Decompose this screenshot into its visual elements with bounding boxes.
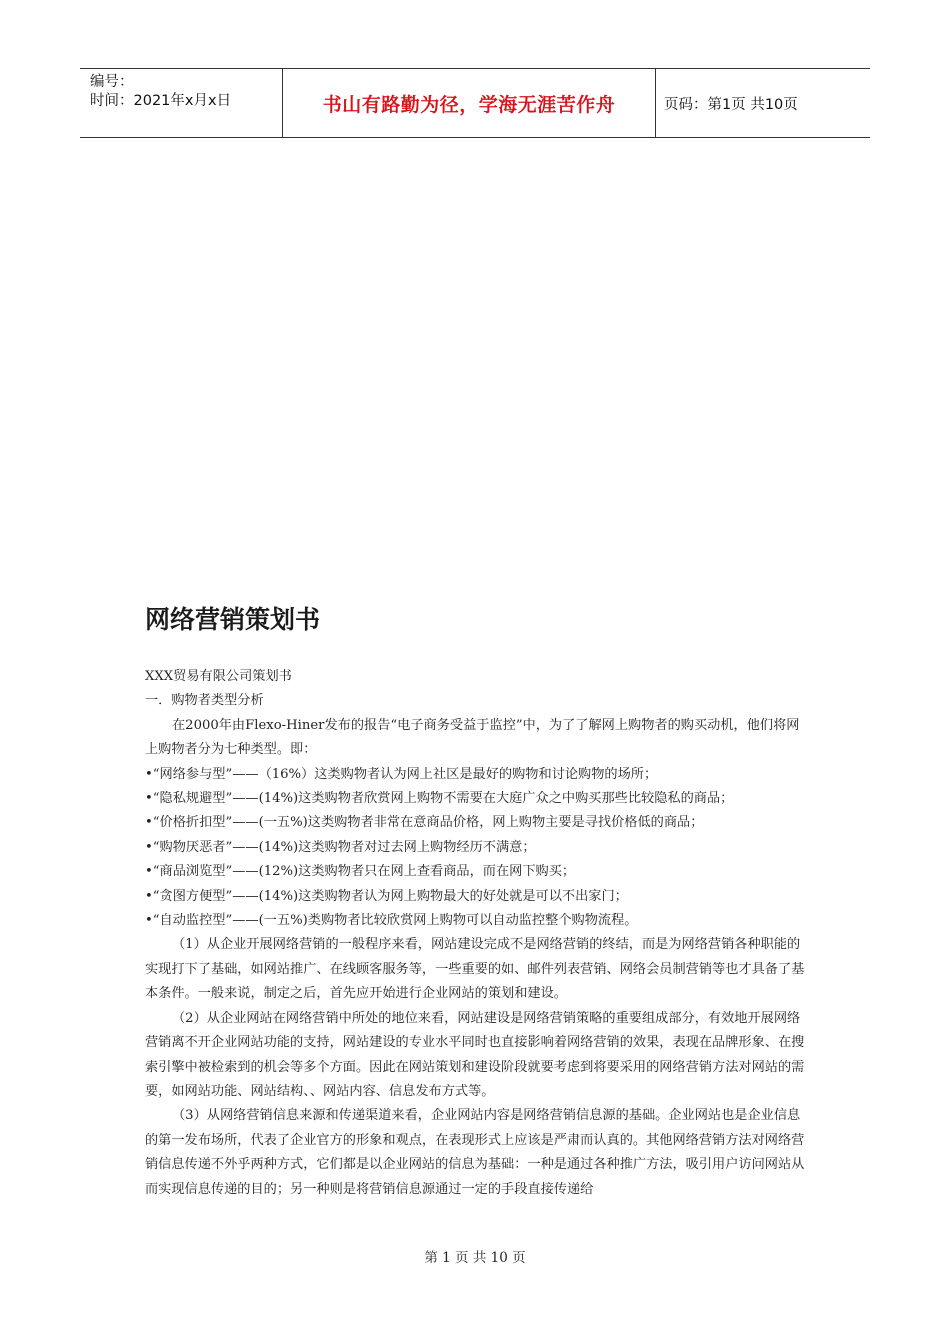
intro-paragraph: 在2000年由Flexo-Hiner发布的报告“电子商务受益于监控”中，为了了解网上购物者的购买动机，他们将网上购物者分为七种类型。即：	[145, 717, 800, 758]
body-paragraph: （3）从网络营销信息来源和传递渠道来看，企业网站内容是网络营销信息源的基础。企业网站也是企业信息的第一发布场所，代表了企业官方的形象和观点，在表现形式上应该是严肃而认真的。其他网络营销方法对网络营销信息传递不外乎两种方式，它们都是以企业网站的信息为基础：一种是通过各种推广方法，吸引用户访问网站从而实现信息传递的目的；另一种则是将营销信息源通过一定的手段直接传递给	[145, 1108, 805, 1197]
document-number-label: 编号：	[90, 74, 134, 90]
body-paragraph: （2）从企业网站在网络营销中所处的地位来看，网站建设是网络营销策略的重要组成部分，有效地开展网络营销离不开企业网站功能的支持，网站建设的专业水平同时也直接影响着网络营销的效果，表现在品牌形象、在搜索引擎中被检索到的机会等多个方面。因此在网站策划和建设阶段就要考虑到将要采用的网络营销方法对网站的需要，如网站功能、网站结构、、网站内容、信息发布方式等。	[145, 1010, 805, 1099]
page-code-text: 页码：第1页 共10页	[664, 96, 798, 113]
document-date: 时间：2021年x月x日	[90, 93, 232, 109]
header-motto: 书山有路勤为径，学海无涯苦作舟	[322, 93, 616, 116]
body-paragraph: （1）从企业开展网络营销的一般程序来看，网站建设完成不是网络营销的终结，而是为网络营销各种职能的实现打下了基础，如网站推广、在线顾客服务等，一些重要的如、邮件列表营销、网络会员制营销等也才具备了基本条件。一般来说，制定之后，首先应开始进行企业网站的策划和建设。	[145, 937, 805, 1002]
company-line: XXX贸易有限公司策划书	[145, 669, 292, 684]
document-title: 网络营销策划书	[145, 605, 321, 634]
page-footer: 第 1 页 共 10 页	[424, 1250, 526, 1266]
section-heading: 一．购物者类型分析	[145, 693, 264, 709]
shopper-type-item: •“网络参与型”——（16%）这类购物者认为网上社区是最好的购物和讨论购物的场所；	[145, 766, 658, 782]
header-motto-cell	[282, 69, 656, 137]
shopper-type-item: •“购物厌恶者”——(14%)这类购物者对过去网上购物经历不满意；	[145, 839, 536, 855]
shopper-type-item: •“商品浏览型”——(12%)这类购物者只在网上查看商品，而在网下购买；	[145, 864, 576, 880]
header-table	[80, 68, 870, 138]
header-meta	[80, 69, 282, 137]
shopper-type-item: •“隐私规避型”——(14%)这类购物者欣赏网上购物不需要在大庭广众之中购买那些比较隐私的商品；	[145, 791, 734, 807]
shopper-type-item: •“价格折扣型”——(一五%)这类购物者非常在意商品价格，网上购物主要是寻找价格低的商品；	[145, 815, 704, 831]
shopper-type-item: •“自动监控型”——(一五%)类购物者比较欣赏网上购物可以自动监控整个购物流程。	[145, 913, 638, 929]
shopper-type-item: •“贪图方便型”——(14%)这类购物者认为网上购物最大的好处就是可以不出家门；	[145, 888, 628, 904]
header-page-code	[656, 69, 870, 137]
document-body	[145, 665, 810, 1202]
